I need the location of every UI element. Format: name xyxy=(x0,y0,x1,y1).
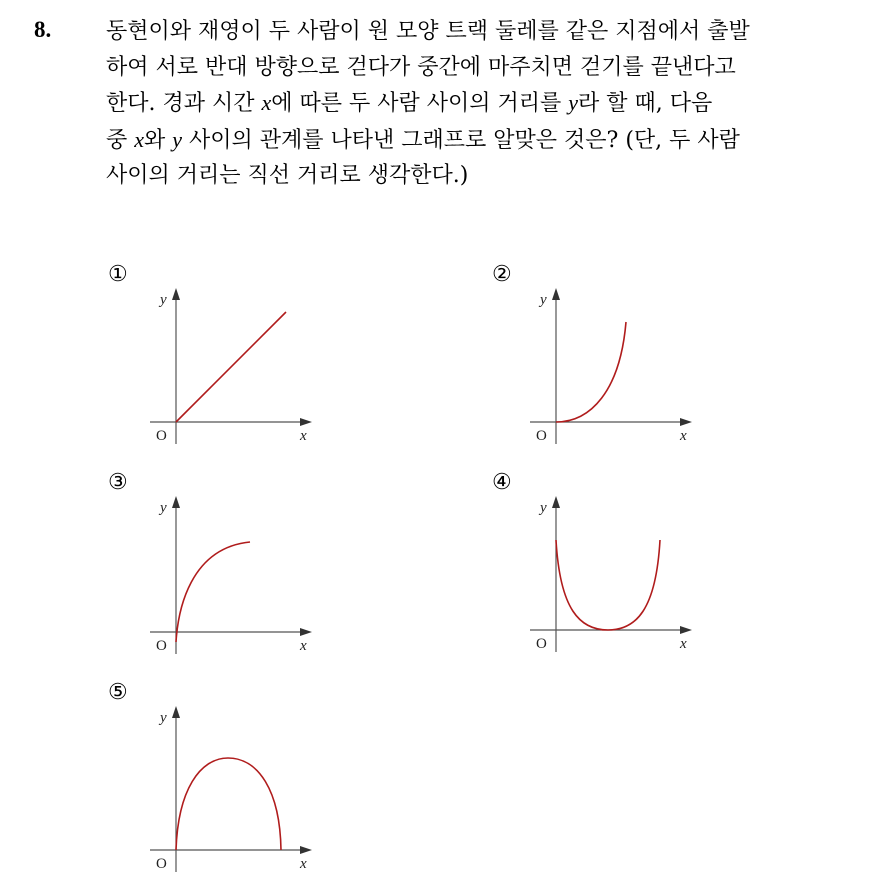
question-line xyxy=(106,122,866,159)
x-axis-arrow xyxy=(300,846,312,854)
origin-label: O xyxy=(156,856,167,872)
x-axis-label: x xyxy=(300,428,307,444)
y-axis-label: y xyxy=(160,292,167,308)
question-text-segment: 사이의 관계를 나타낸 그래프로 알맞은 것은? (단, 두 사람 xyxy=(182,127,740,153)
question-text-segment: 사이의 거리는 직선 거리로 생각한다.) xyxy=(106,163,469,188)
choice-graph[interactable] xyxy=(520,490,700,670)
question-text-segment: 하여 서로 반대 방향으로 걷다가 중간에 마주치면 걷기를 끝낸다고 xyxy=(106,54,736,80)
choice-label[interactable]: ② xyxy=(492,262,512,287)
y-axis-label: y xyxy=(160,500,167,516)
x-axis-arrow xyxy=(680,626,692,634)
x-axis-label: x xyxy=(680,428,687,444)
origin-label: O xyxy=(536,636,547,652)
graph-curve xyxy=(176,312,286,422)
y-axis-label: y xyxy=(160,710,167,726)
origin-label: O xyxy=(536,428,547,444)
y-axis-arrow xyxy=(552,288,560,300)
choice-graph[interactable] xyxy=(520,282,700,462)
question-text xyxy=(106,14,866,194)
y-axis-arrow xyxy=(172,288,180,300)
question-line xyxy=(106,85,866,122)
variable: y xyxy=(568,90,579,115)
choice-graph[interactable] xyxy=(140,490,320,670)
choice-label[interactable]: ③ xyxy=(108,470,128,495)
question-text-segment: 라 할 때, 다음 xyxy=(578,91,713,116)
question-line xyxy=(106,50,866,86)
variable: x xyxy=(261,90,272,115)
choice-graph[interactable] xyxy=(140,700,320,880)
question-line xyxy=(106,158,866,194)
question-text-segment: 에 따른 두 사람 사이의 거리를 xyxy=(271,91,569,116)
variable: y xyxy=(172,126,183,152)
x-axis-label: x xyxy=(300,638,307,654)
question-text-segment: 와 xyxy=(144,127,173,153)
x-axis-arrow xyxy=(680,418,692,426)
choice-label[interactable]: ④ xyxy=(492,470,512,495)
x-axis-label: x xyxy=(300,856,307,872)
y-axis-arrow xyxy=(172,496,180,508)
question-text-segment: 중 xyxy=(106,127,135,153)
question-text-segment: 동현이와 재영이 두 사람이 원 모양 트랙 둘레를 같은 지점에서 출발 xyxy=(106,19,750,44)
graph-curve xyxy=(176,758,281,850)
question-text-segment: 한다. 경과 시간 xyxy=(106,91,262,116)
y-axis-label: y xyxy=(540,292,547,308)
question-line xyxy=(106,14,866,50)
origin-label: O xyxy=(156,638,167,654)
x-axis-label: x xyxy=(680,636,687,652)
graph-curve xyxy=(556,540,660,630)
graph-curve xyxy=(176,542,250,642)
x-axis-arrow xyxy=(300,628,312,636)
y-axis-label: y xyxy=(540,500,547,516)
origin-label: O xyxy=(156,428,167,444)
variable: x xyxy=(134,126,145,152)
x-axis-arrow xyxy=(300,418,312,426)
question-number: 8. xyxy=(34,17,52,42)
graph-curve xyxy=(556,322,626,422)
choice-label[interactable]: ⑤ xyxy=(108,680,128,705)
y-axis-arrow xyxy=(172,706,180,718)
choice-graph[interactable] xyxy=(140,282,320,462)
choice-label[interactable]: ① xyxy=(108,262,128,287)
y-axis-arrow xyxy=(552,496,560,508)
